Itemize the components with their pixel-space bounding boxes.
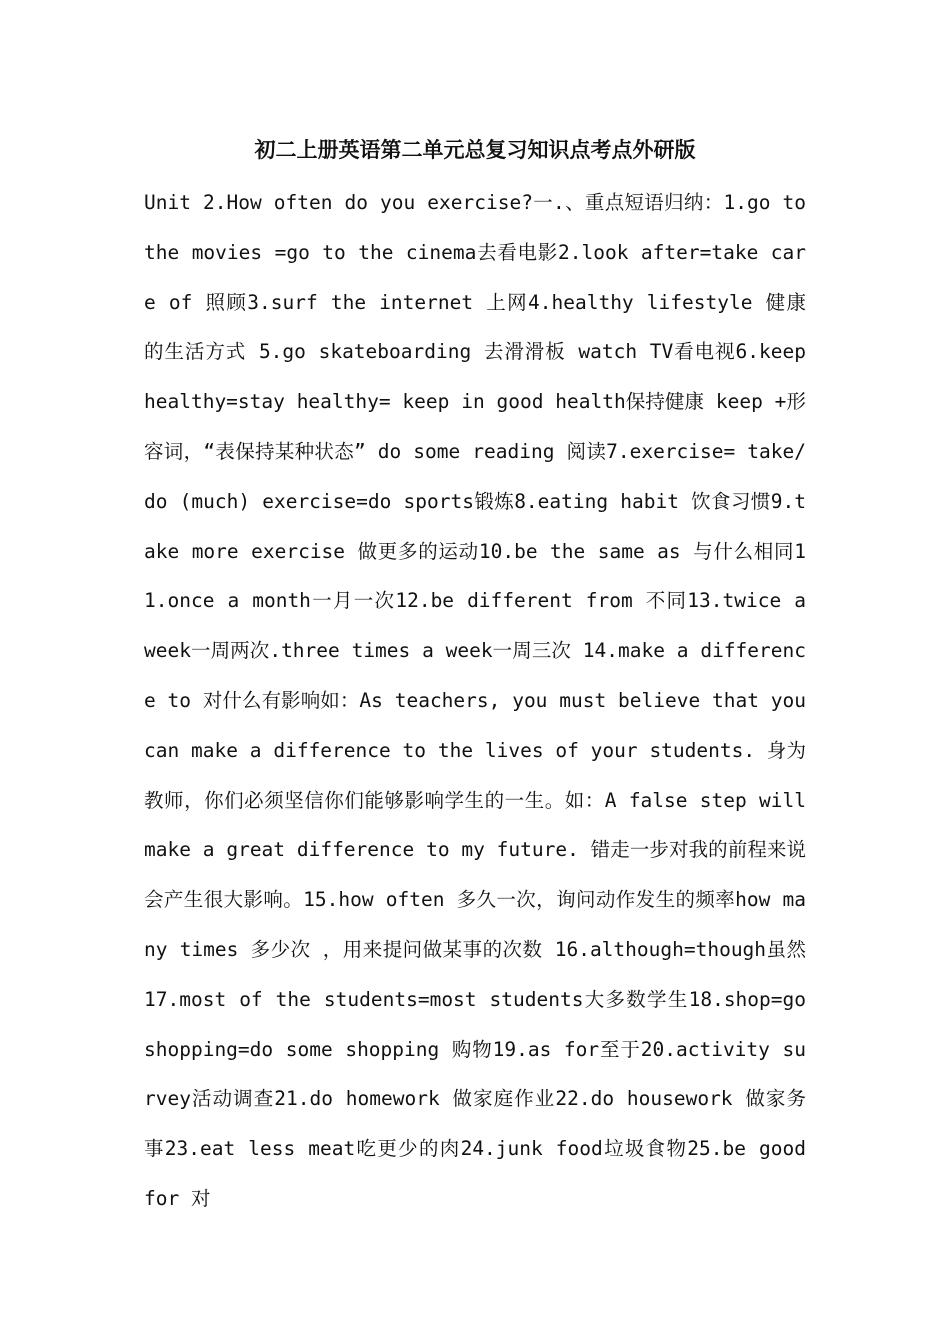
document-title: 初二上册英语第二单元总复习知识点考点外研版 bbox=[254, 138, 696, 162]
document-body: Unit 2.How often do you exercise?一.、重点短语归纳：1.go to the movies =go to the cinema去看电影2.look after=take care of 照顾3.surf the internet 上网4.healthy lifestyle 健康的生活方式 5.go skateboarding 去滑滑板 watch TV看电视6.keep healthy=stay healthy= keep in good health保持健康 keep +形容词，“表保持某种状态” do some reading 阅读7.exercise= take/do (much) exercise=do sports锻炼8.eating habit 饮食习惯9.take more exercise 做更多的运动10.be the same as 与什么相同11.once a month一月一次12.be different from 不同13.twice a week一周两次.three times a week一周三次 14.make a difference to 对什么有影响如：As teachers, you must believe that you can make a difference to the lives of your students. 身为教师，你们必须坚信你们能够影响学生的一生。如：A false step will make a great difference to my future. 错走一步对我的前程来说会产生很大影响。15.how often 多久一次，询问动作发生的频率how many times 多少次 ，用来提问做某事的次数 16.although=though虽然 17.most of the students=most students大多数学生18.shop=go shopping=do some shopping 购物19.as for至于20.activity survey活动调查21.do homework 做家庭作业22.do housework 做家务事23.eat less meat吃更少的肉24.junk food垃圾食物25.be good for 对 bbox=[144, 191, 806, 1210]
